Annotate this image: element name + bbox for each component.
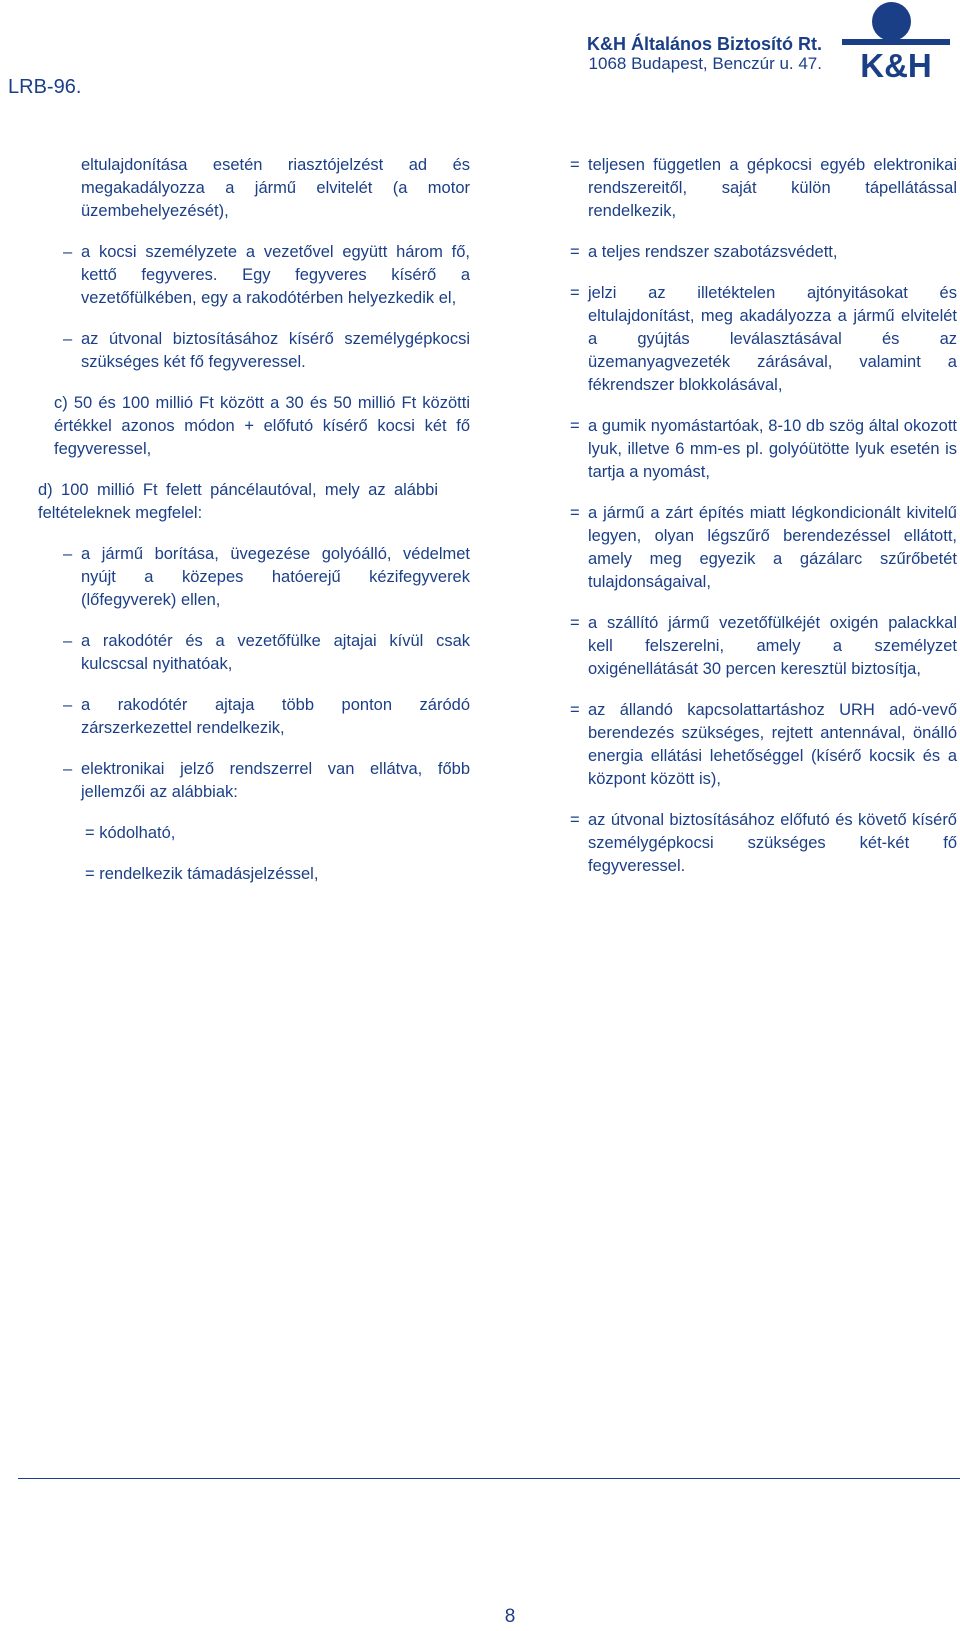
dash-marker: –	[63, 545, 73, 563]
logo-bar	[842, 39, 950, 45]
sub-list-item-text: = rendelkezik támadásjelzéssel,	[85, 865, 319, 883]
equals-marker: =	[570, 156, 580, 174]
item-c	[54, 392, 470, 461]
list-item-text: az állandó kapcsolattartáshoz URH adó-vevő berendezés szükséges, rejtett antennával, önálló energia ellátási lehetőséggel (kísérő kocsik és a központ között is),	[588, 701, 957, 788]
list-item	[570, 502, 957, 594]
page-number: 8	[504, 1606, 516, 1627]
list-item	[63, 543, 470, 612]
list-item	[63, 694, 470, 740]
item-d	[38, 479, 438, 525]
list-item-text: jelzi az illetéktelen ajtónyitásokat és eltulajdonítást, meg akadályozza a jármű elvitelét a gyújtás leválasztásával és az üzemanyagvezeték zárásával, valamint a fékrendszer blokkolásával,	[588, 284, 957, 394]
item-c-text: c) 50 és 100 millió Ft között a 30 és 50 millió Ft közötti értékkel azonos módon + előfutó kísérő kocsi két fő fegyveressel,	[54, 394, 470, 458]
list-item-text: teljesen független a gépkocsi egyéb elektronikai rendszereitől, saját külön tápellátással rendelkezik,	[588, 156, 957, 220]
list-item-text: a jármű a zárt építés miatt légkondicionált kivitelű legyen, olyan légszűrő berendezéssel ellátott, amely meg egyezik a gázálarc szűrőbetét tulajdonságaival,	[588, 504, 957, 591]
equals-marker: =	[570, 614, 580, 632]
company-address: 1068 Budapest, Benczúr u. 47.	[588, 54, 822, 73]
right-column	[571, 154, 957, 878]
equals-marker: =	[570, 417, 580, 435]
list-item-text: a jármű borítása, üvegezése golyóálló, védelmet nyújt a közepes hatóerejű kézifegyverek (lőfegyverek) ellen,	[81, 545, 470, 609]
equals-marker: =	[570, 701, 580, 719]
document-code: LRB-96.	[8, 76, 82, 98]
list-item	[63, 241, 470, 310]
sub-list-item	[85, 822, 470, 845]
list-item	[63, 630, 470, 676]
equals-marker: =	[570, 243, 580, 261]
list-item	[570, 809, 957, 878]
list-item-text: a kocsi személyzete a vezetővel együtt három fő, kettő fegyveres. Egy fegyveres kísérő a vezetőfülkében, egy a rakodótérben helyezkedik el,	[81, 243, 470, 307]
list-item	[570, 282, 957, 397]
list-item-text: a rakodótér ajtaja több ponton záródó zárszerkezettel rendelkezik,	[81, 696, 470, 737]
company-info	[587, 34, 822, 74]
company-name: K&H Általános Biztosító Rt.	[586, 34, 822, 54]
sub-list-item-text: = kódolható,	[85, 824, 176, 842]
list-item	[570, 699, 957, 791]
list-item-text: a teljes rendszer szabotázsvédett,	[588, 243, 838, 261]
list-item-text: a rakodótér és a vezetőfülke ajtajai kívül csak kulcscsal nyithatóak,	[81, 632, 470, 673]
list-item-text: a szállító jármű vezetőfülkéjét oxigén palackkal kell felszerelni, amely a személyzet oxigénellátását 30 percen keresztül biztosítja,	[588, 614, 957, 678]
list-item	[570, 241, 957, 264]
dash-marker: –	[63, 330, 73, 348]
list-item	[570, 415, 957, 484]
list-item-text: az útvonal biztosításához előfutó és követő kísérő személygépkocsi szükséges két-két fő fegyveressel.	[588, 811, 957, 875]
list-item-text: elektronikai jelző rendszerrel van ellátva, főbb jellemzői az alábbiak:	[81, 760, 470, 801]
list-item	[63, 328, 470, 374]
list-item-text: a gumik nyomástartóak, 8-10 db szög által okozott lyuk, illetve 6 mm-es pl. golyóütötte lyuk esetén is tartja a nyomást,	[588, 417, 957, 481]
sub-list-item	[85, 863, 470, 886]
footer-divider	[18, 1478, 960, 1479]
equals-marker: =	[570, 504, 580, 522]
item-d-text: d) 100 millió Ft felett páncélautóval, mely az alábbi feltételeknek megfelel:	[38, 481, 438, 522]
paragraph-text: eltulajdonítása esetén riasztójelzést ad és megakadályozza a jármű elvitelét (a motor üzembehelyezését),	[81, 156, 470, 220]
list-item	[570, 612, 957, 681]
dash-marker: –	[63, 632, 73, 650]
equals-marker: =	[570, 811, 580, 829]
logo-text: K&H	[860, 47, 932, 84]
list-item	[570, 154, 957, 223]
kh-logo	[842, 2, 950, 86]
dash-marker: –	[63, 243, 73, 261]
list-item	[63, 758, 470, 804]
equals-marker: =	[570, 284, 580, 302]
dash-marker: –	[63, 696, 73, 714]
left-column	[38, 154, 470, 886]
logo-circle-icon	[872, 2, 911, 41]
list-item-text: az útvonal biztosításához kísérő személygépkocsi szükséges két fő fegyveressel.	[81, 330, 470, 371]
paragraph-continuation	[81, 154, 470, 223]
dash-marker: –	[63, 760, 73, 778]
